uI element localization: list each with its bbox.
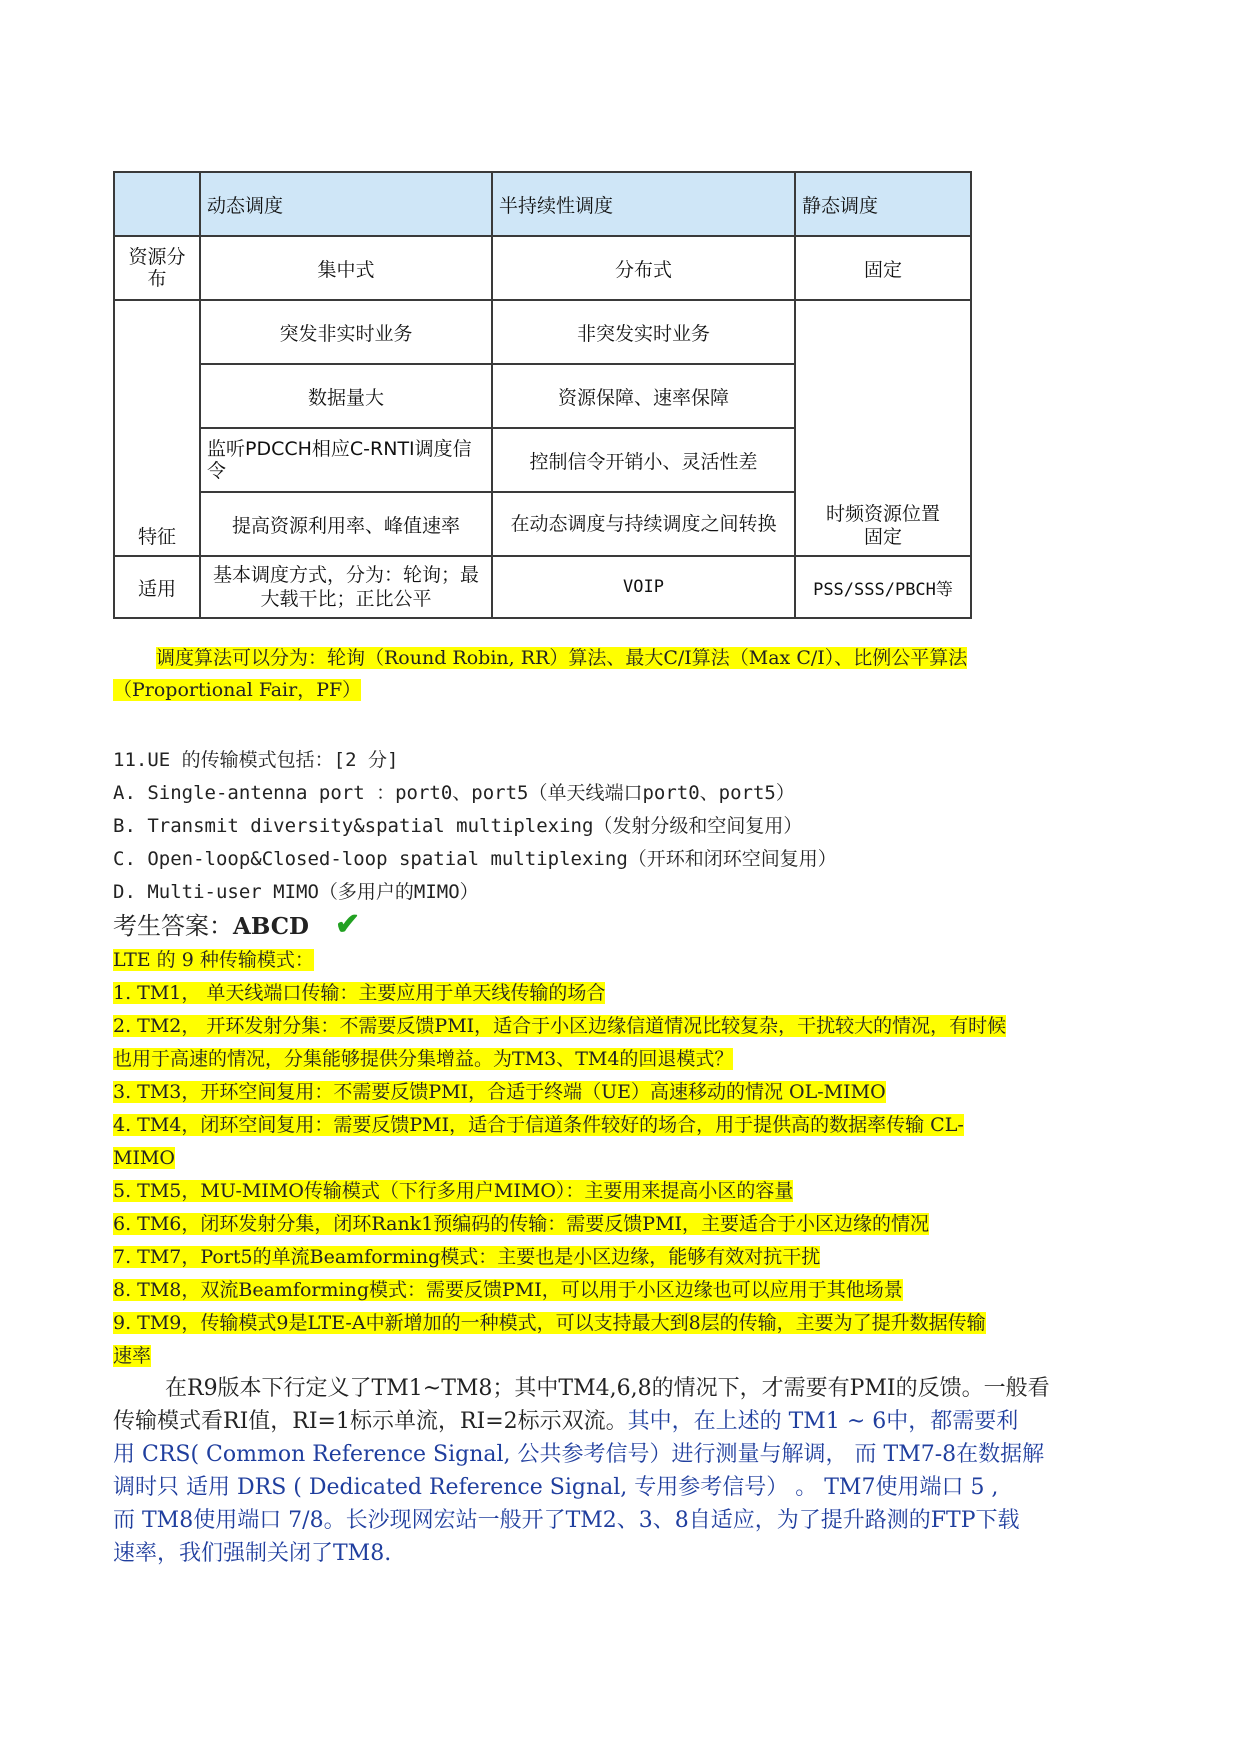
- table-row-resource: [114, 236, 971, 300]
- apply-semi: VOIP: [492, 556, 795, 618]
- question-title: 11.UE 的传输模式包括：[2 分]: [113, 749, 399, 771]
- header-static: 静态调度: [795, 172, 971, 236]
- table-header-row: [114, 172, 971, 236]
- answer-value: ABCD: [233, 913, 309, 940]
- feature-dynamic-4: 提高资源利用率、峰值速率: [200, 492, 492, 556]
- row-label-resource: 资源分布: [114, 236, 200, 300]
- resource-static: 固定: [795, 236, 971, 300]
- table-corner-cell: [114, 172, 200, 236]
- paragraph-line-1: 在R9版本下行定义了TM1~TM8；其中TM4,6,8的情况下，才需要有PMI的反馈。一般看: [165, 1376, 1050, 1401]
- tm-line-9-cont: 速率: [113, 1345, 152, 1367]
- feature-dynamic-2: 数据量大: [200, 364, 492, 428]
- tm-line-6: 6. TM6，闭环发射分集，闭环Rank1预编码的传输：需要反馈PMI，主要适合于小区边缘的情况: [113, 1213, 930, 1235]
- paragraph-line-4: 调时只 适用 DRS ( Dedicated Reference Signal, 专用参考信号） 。 TM7使用端口 5 ,: [113, 1475, 999, 1500]
- tm-line-9: 9. TM9，传输模式9是LTE-A中新增加的一种模式，可以支持最大到8层的传输，主要为了提升数据传输: [113, 1312, 986, 1334]
- apply-static: PSS/SSS/PBCH等: [795, 556, 971, 618]
- table-row-apply: [114, 556, 971, 618]
- paragraph-line-6: 速率，我们强制关闭了TM8.: [113, 1541, 392, 1566]
- tm-line-8: 8. TM8，双流Beamforming模式：需要反馈PMI，可以用于小区边缘也可以应用于其他场景: [113, 1279, 903, 1301]
- option-b: B. Transmit diversity&spatial multiplexing（发射分级和空间复用）: [113, 815, 803, 837]
- apply-dynamic: 基本调度方式，分为：轮询；最大载干比；正比公平: [200, 556, 492, 618]
- option-c: C. Open-loop&Closed-loop spatial multiplexing（开环和闭环空间复用）: [113, 848, 837, 870]
- paragraph-line-2b: 其中，在上述的 TM1 ~ 6中，都需要利: [627, 1409, 1019, 1434]
- checkmark-icon: ✔: [334, 907, 361, 942]
- feature-semi-4: 在动态调度与持续调度之间转换: [492, 492, 795, 556]
- header-semi-persistent: 半持续性调度: [492, 172, 795, 236]
- row-label-feature: 特征: [114, 300, 200, 556]
- algo-note-line-1: 调度算法可以分为：轮询（Round Robin, RR）算法、最大C/I算法（Max C/I）、比例公平算法: [156, 647, 968, 669]
- feature-semi-2: 资源保障、速率保障: [492, 364, 795, 428]
- feature-dynamic-1: 突发非实时业务: [200, 300, 492, 364]
- tm-line-3: 3. TM3，开环空间复用：不需要反馈PMI，合适于终端（UE）高速移动的情况 OL-MIMO: [113, 1081, 886, 1103]
- feature-static: 时频资源位置固定: [795, 300, 971, 556]
- feature-semi-3: 控制信令开销小、灵活性差: [492, 428, 795, 492]
- paragraph-line-2: [113, 1405, 1018, 1438]
- algo-note-line-2: （Proportional Fair，PF）: [113, 679, 362, 701]
- answer-row: [113, 907, 360, 946]
- tm-line-5: 5. TM5，MU-MIMO传输模式（下行多用户MIMO）：主要用来提高小区的容量: [113, 1180, 794, 1202]
- paragraph-line-2a: 传输模式看RI值，RI=1标示单流，RI=2标示双流。: [113, 1409, 628, 1434]
- option-d: D. Multi-user MIMO（多用户的MIMO）: [113, 881, 479, 903]
- paragraph-line-3: 用 CRS( Common Reference Signal, 公共参考信号）进行测量与解调， 而 TM7-8在数据解: [113, 1442, 1045, 1467]
- tm-line-2: 2. TM2， 开环发射分集：不需要反馈PMI，适合于小区边缘信道情况比较复杂，干扰较大的情况，有时候: [113, 1015, 1007, 1037]
- table-row-feature-1: [114, 300, 971, 364]
- tm-line-4: 4. TM4，闭环空间复用：需要反馈PMI，适合于信道条件较好的场合，用于提供高的数据率传输 CL-: [113, 1114, 964, 1136]
- feature-semi-1: 非突发实时业务: [492, 300, 795, 364]
- feature-dynamic-3: 监听PDCCH相应C-RNTI调度信令: [200, 428, 492, 492]
- tm-line-2-cont: 也用于高速的情况，分集能够提供分集增益。为TM3、TM4的回退模式？: [113, 1048, 734, 1070]
- row-label-apply: 适用: [114, 556, 200, 618]
- paragraph-line-5: 而 TM8使用端口 7/8。长沙现网宏站一般开了TM2、3、8自适应，为了提升路测的FTP下载: [113, 1508, 1020, 1533]
- header-dynamic: 动态调度: [200, 172, 492, 236]
- scheduling-table: [113, 171, 972, 619]
- tm-line-7: 7. TM7，Port5的单流Beamforming模式：主要也是小区边缘，能够有效对抗干扰: [113, 1246, 821, 1268]
- tm-line-4-cont: MIMO: [113, 1147, 175, 1169]
- resource-dynamic: 集中式: [200, 236, 492, 300]
- option-a: A. Single-antenna port ：port0、port5（单天线端口port0、port5）: [113, 782, 795, 804]
- answer-label: 考生答案：: [113, 912, 233, 940]
- tm-line-1: 1. TM1， 单天线端口传输：主要应用于单天线传输的场合: [113, 982, 606, 1004]
- tm-heading: LTE 的 9 种传输模式：: [113, 949, 314, 971]
- resource-semi: 分布式: [492, 236, 795, 300]
